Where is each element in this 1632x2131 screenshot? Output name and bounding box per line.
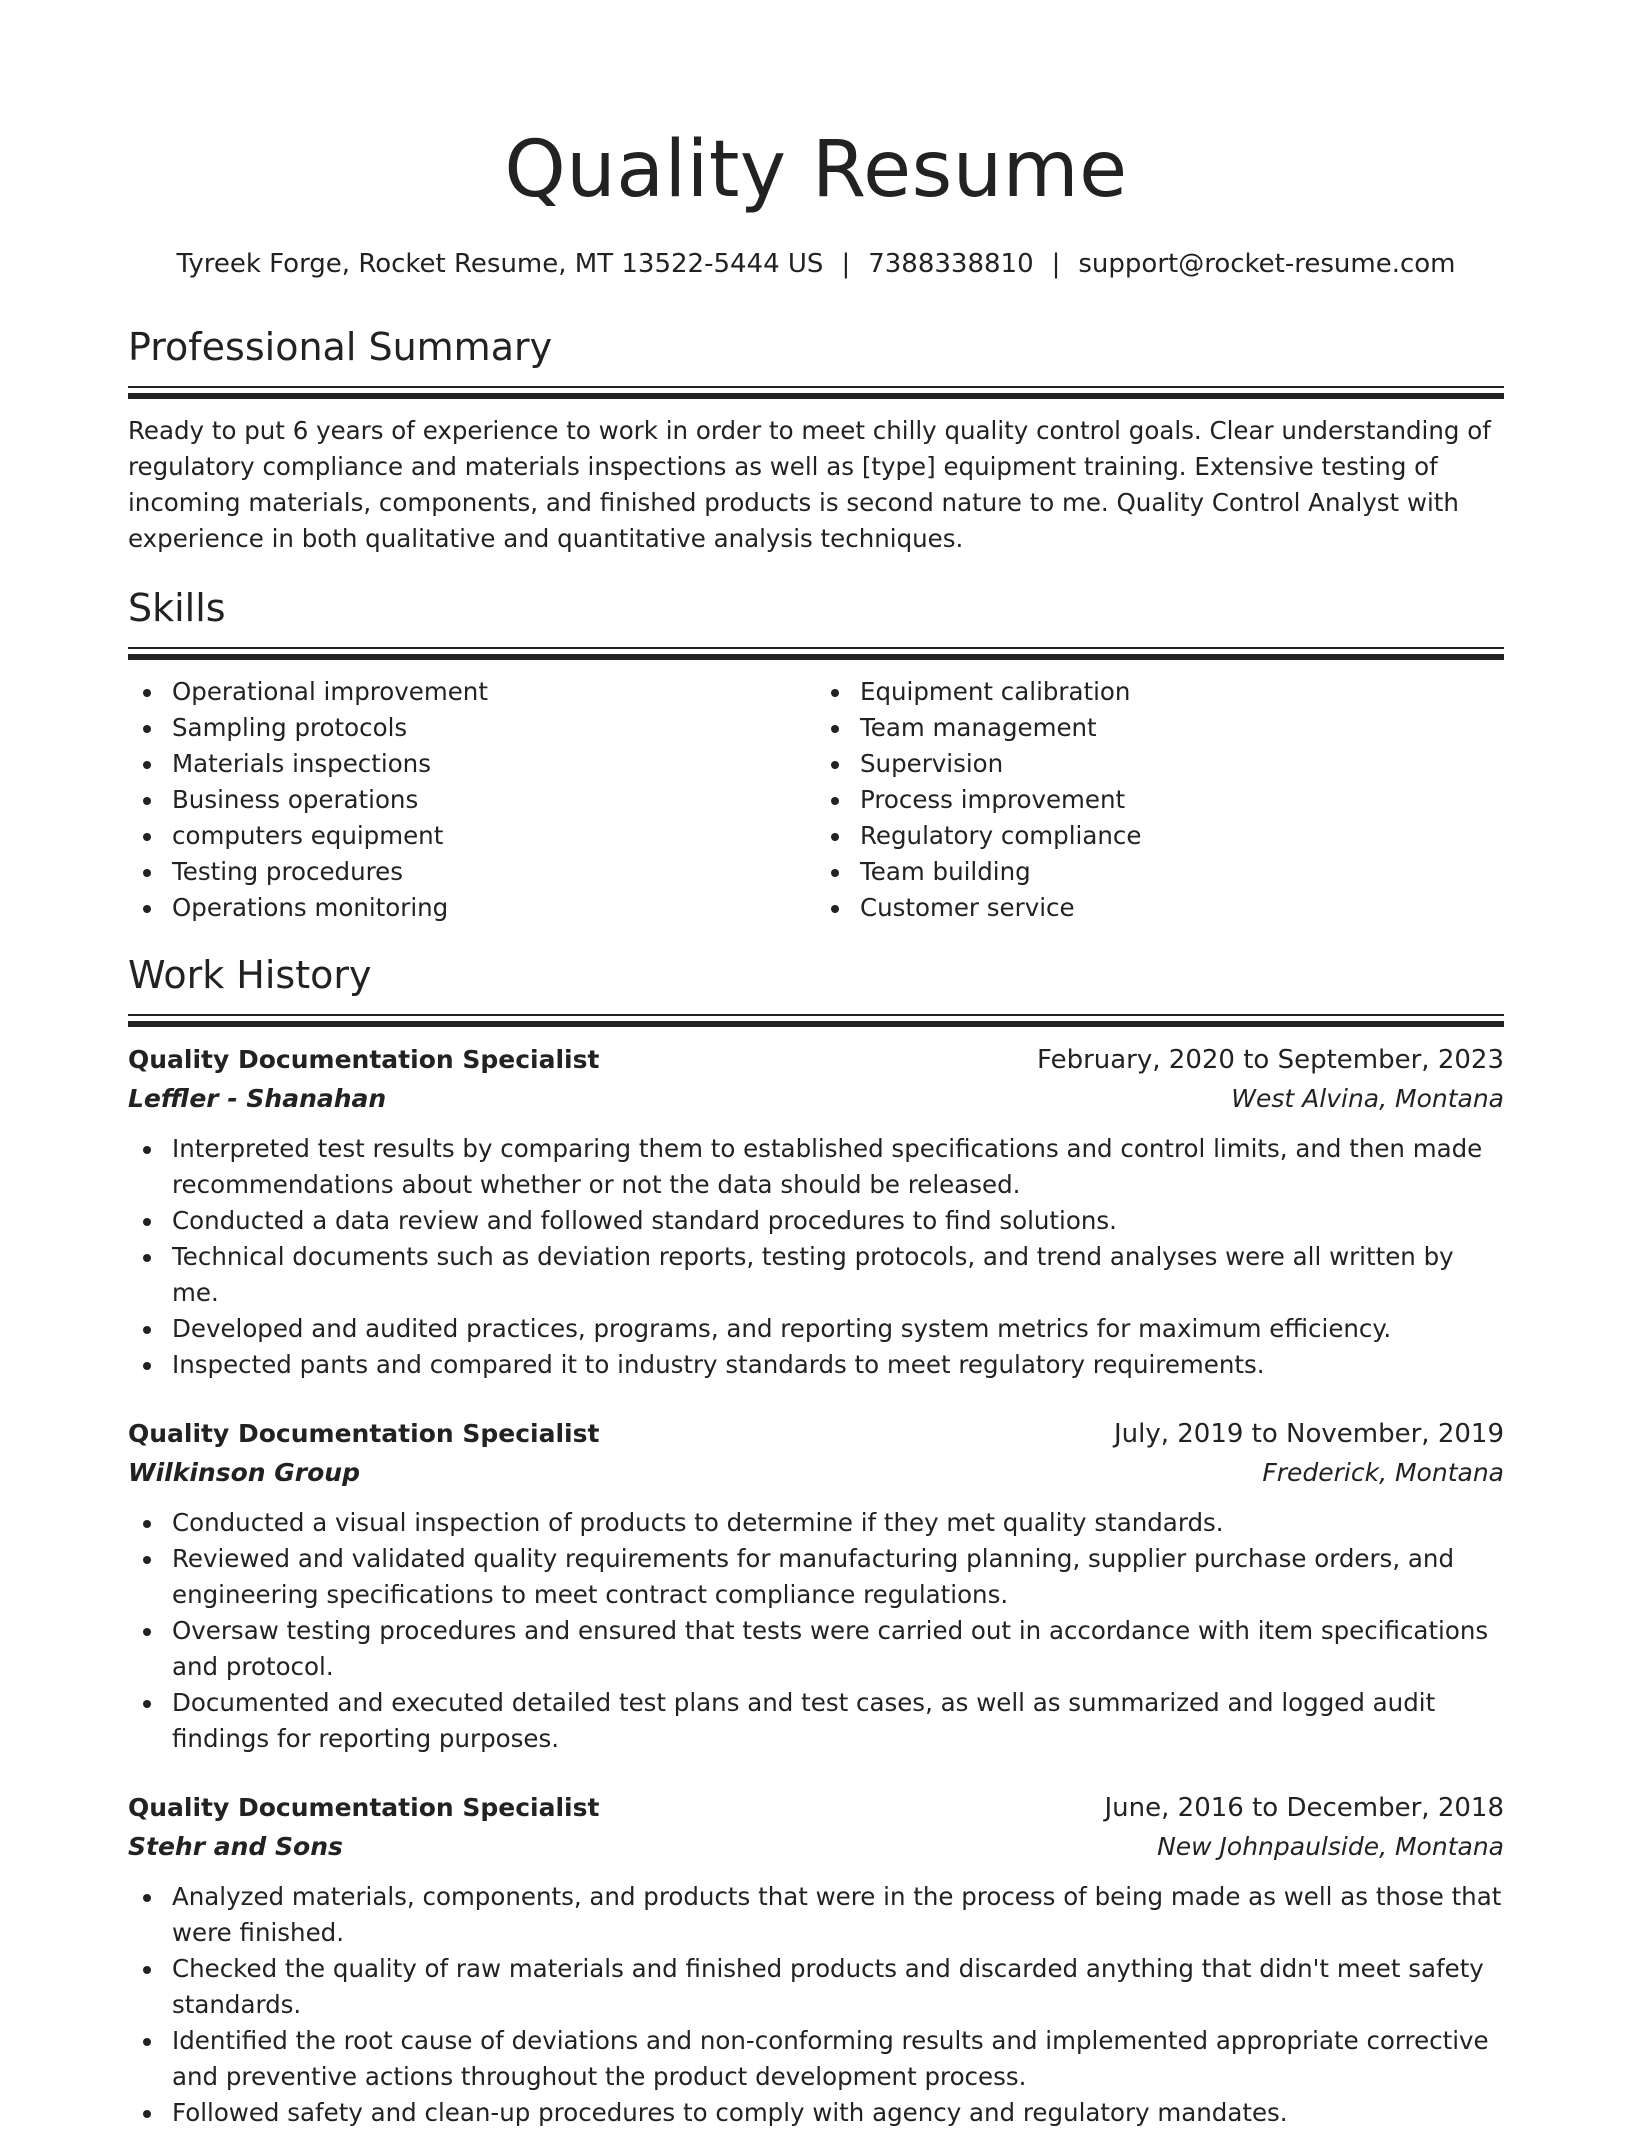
skill-item: Team building xyxy=(816,854,1504,890)
section-heading-summary: Professional Summary xyxy=(128,325,553,369)
skill-item: Regulatory compliance xyxy=(816,818,1504,854)
job-bullets xyxy=(128,1505,1504,1757)
job-subheader-row xyxy=(128,1079,1504,1119)
skill-item: Operations monitoring xyxy=(128,890,816,926)
skill-item: Supervision xyxy=(816,746,1504,782)
job-bullet: Checked the quality of raw materials and finished products and discarded anything that didn't meet safety standards. xyxy=(128,1951,1504,2023)
resume-title: Quality Resume xyxy=(504,125,1128,215)
skill-item: Sampling protocols xyxy=(128,710,816,746)
job-title: Quality Documentation Specialist xyxy=(128,1419,600,1448)
job-title: Quality Documentation Specialist xyxy=(128,1793,600,1822)
skill-item: computers equipment xyxy=(128,818,816,854)
job-bullet: Inspected pants and compared it to industry standards to meet regulatory requirements. xyxy=(128,1347,1504,1383)
job-bullet: Conducted a data review and followed standard procedures to find solutions. xyxy=(128,1203,1504,1239)
job-subheader-row xyxy=(128,1827,1504,1867)
section-divider xyxy=(128,386,1504,399)
skill-item: Team management xyxy=(816,710,1504,746)
job-bullet: Interpreted test results by comparing them to established specifications and control limits, and then made recommendations about whether or not the data should be released. xyxy=(128,1131,1504,1203)
job-bullet: Technical documents such as deviation reports, testing protocols, and trend analyses were all written by me. xyxy=(128,1239,1504,1311)
contact-line xyxy=(128,246,1504,282)
contact-email[interactable]: support@rocket-resume.com xyxy=(1078,249,1456,279)
section-divider xyxy=(128,1014,1504,1027)
job-location: Frederick, Montana xyxy=(1262,1458,1504,1487)
section-divider xyxy=(128,647,1504,660)
section-heading-work-history: Work History xyxy=(128,953,372,997)
job-dates: February, 2020 to September, 2023 xyxy=(1037,1045,1504,1075)
job-bullet: Followed safety and clean-up procedures to comply with agency and regulatory mandates. xyxy=(128,2095,1504,2131)
skill-item: Operational improvement xyxy=(128,674,816,710)
summary-text: Ready to put 6 years of experience to work in order to meet chilly quality control goals. Clear understanding of regulatory compliance and materials inspections as well as [type] equipment training. Extensive testing of incoming materials, components, and finished products is second nature to me. Quality Control Analyst with experience in both qualitative and quantitative analysis techniques. xyxy=(128,416,1491,553)
skill-item: Equipment calibration xyxy=(816,674,1504,710)
job-company: Leffler - Shanahan xyxy=(128,1084,387,1113)
skill-item: Process improvement xyxy=(816,782,1504,818)
job-company: Wilkinson Group xyxy=(128,1458,360,1487)
contact-address: Tyreek Forge, Rocket Resume, MT 13522-5444 US xyxy=(176,249,824,279)
job-bullets xyxy=(128,1131,1504,1383)
contact-separator: | xyxy=(1051,249,1061,279)
skill-item: Testing procedures xyxy=(128,854,816,890)
skill-item: Materials inspections xyxy=(128,746,816,782)
summary-section xyxy=(128,322,1504,557)
job-company: Stehr and Sons xyxy=(128,1832,343,1861)
job-entry xyxy=(128,1041,1504,1383)
job-location: West Alvina, Montana xyxy=(1231,1084,1504,1113)
skill-item: Customer service xyxy=(816,890,1504,926)
skills-column-right xyxy=(816,674,1504,926)
job-title: Quality Documentation Specialist xyxy=(128,1045,600,1074)
job-entry xyxy=(128,1789,1504,2131)
job-entry xyxy=(128,1415,1504,1757)
job-bullet: Identified the root cause of deviations and non-conforming results and implemented appropriate corrective and preventive actions throughout the product development process. xyxy=(128,2023,1504,2095)
section-heading-skills: Skills xyxy=(128,586,226,630)
job-bullet: Documented and executed detailed test plans and test cases, as well as summarized and logged audit findings for reporting purposes. xyxy=(128,1685,1504,1757)
job-header-row xyxy=(128,1415,1504,1453)
skills-list xyxy=(128,674,1504,926)
job-header-row xyxy=(128,1041,1504,1079)
job-bullet: Conducted a visual inspection of products to determine if they met quality standards. xyxy=(128,1505,1504,1541)
skills-section xyxy=(128,583,1504,926)
skills-column-left xyxy=(128,674,816,926)
job-bullet: Developed and audited practices, programs, and reporting system metrics for maximum efficiency. xyxy=(128,1311,1504,1347)
job-bullet: Oversaw testing procedures and ensured that tests were carried out in accordance with item specifications and protocol. xyxy=(128,1613,1504,1685)
job-dates: June, 2016 to December, 2018 xyxy=(1104,1793,1504,1823)
work-history-section xyxy=(128,950,1504,2131)
job-subheader-row xyxy=(128,1453,1504,1493)
contact-separator: | xyxy=(841,249,851,279)
contact-phone: 7388338810 xyxy=(868,249,1034,279)
job-location: New Johnpaulside, Montana xyxy=(1157,1832,1504,1861)
job-dates: July, 2019 to November, 2019 xyxy=(1113,1419,1504,1449)
job-bullets xyxy=(128,1879,1504,2131)
job-bullet: Reviewed and validated quality requirements for manufacturing planning, supplier purchase orders, and engineering specifications to meet contract compliance regulations. xyxy=(128,1541,1504,1613)
skill-item: Business operations xyxy=(128,782,816,818)
job-header-row xyxy=(128,1789,1504,1827)
job-bullet: Analyzed materials, components, and products that were in the process of being made as well as those that were finished. xyxy=(128,1879,1504,1951)
